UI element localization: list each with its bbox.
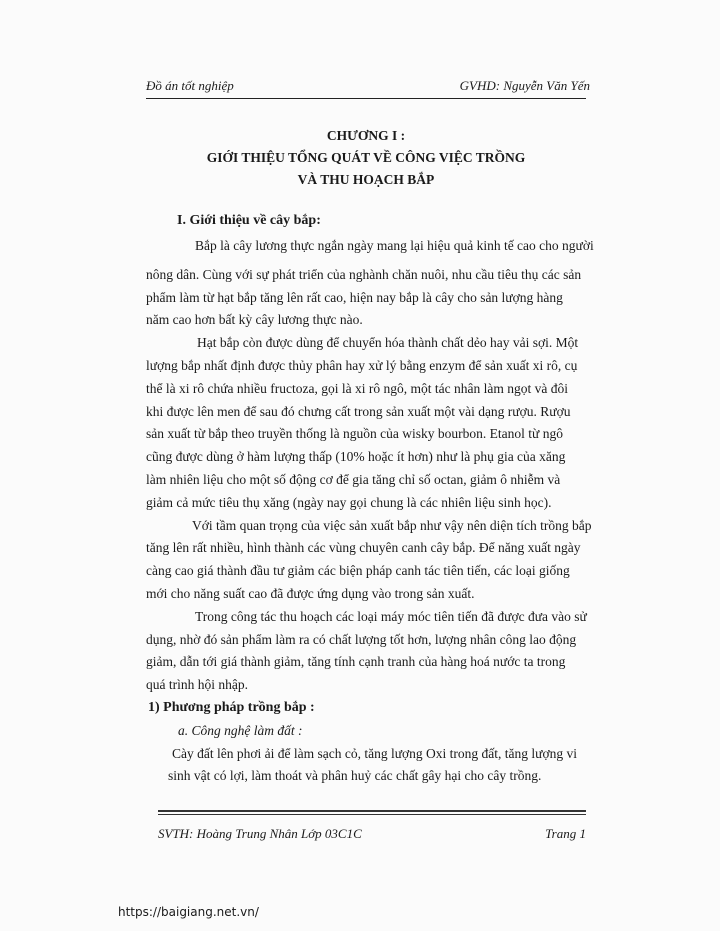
paragraph-line: càng cao giá thành đầu tư giảm các biện pháp canh tác tiên tiến, các loại giống: [146, 563, 570, 579]
header-rule: [146, 98, 586, 99]
paragraph-line: giảm cả mức tiêu thụ xăng (ngày nay gọi chung là các nhiên liệu sinh học).: [146, 494, 552, 510]
paragraph-line: quá trình hội nhập.: [146, 677, 248, 693]
paragraph-line: phẩm làm từ hạt bắp tăng lên rất cao, hiện nay bắp là cây cho sản lượng hàng: [146, 289, 563, 305]
paragraph-line: cũng được dùng ở hàm lượng thấp (10% hoặc ít hơn) như là phụ gia của xăng: [146, 449, 566, 465]
paragraph-line: sinh vật có lợi, làm thoát và phân huỷ các chất gây hại cho cây trồng.: [168, 768, 542, 784]
section-heading: I. Giới thiệu về cây bắp:: [177, 213, 321, 228]
paragraph-line: Cày đất lên phơi ải để làm sạch cỏ, tăng lượng Oxi trong đất, tăng lượng vi: [172, 745, 577, 761]
source-url: https://baigiang.net.vn/: [118, 905, 259, 919]
paragraph-line: lượng bắp nhất định được thủy phân hay xử lý bằng enzym để sản xuất xi rô, cụ: [146, 358, 578, 373]
paragraph-line: Với tầm quan trọng của việc sản xuất bắp như vậy nên diện tích trồng bắp: [192, 517, 592, 533]
paragraph-line: dụng, nhờ đó sản phẩm làm ra có chất lượng tốt hơn, lượng nhân công lao động: [146, 631, 577, 647]
footer-rule-thin: [158, 814, 586, 815]
paragraph-line: khi được lên men để sau đó chưng cất trong sản xuất một vài dạng rượu. Rượu: [146, 403, 571, 419]
footer-rule: [158, 810, 586, 812]
paragraph-line: Hạt bắp còn được dùng để chuyển hóa thành chất dẻo hay vải sợi. Một: [197, 335, 579, 351]
paragraph-line: sản xuất từ bắp theo truyền thống là nguồn của wisky bourbon. Etanol từ ngô: [146, 426, 563, 442]
subsubsection-heading: a. Công nghệ làm đất :: [178, 722, 303, 738]
paragraph-line: mới cho năng suất cao đã được ứng dụng vào trong sản xuất.: [146, 586, 475, 601]
footer-left: SVTH: Hoàng Trung Nhân Lớp 03C1C: [158, 826, 362, 841]
header-right: GVHD: Nguyễn Văn Yến: [459, 78, 590, 93]
chapter-title-line2: VÀ THU HOẠCH BẮP: [297, 172, 435, 187]
paragraph-line: nông dân. Cùng với sự phát triển của nghành chăn nuôi, nhu cầu tiêu thụ các sản: [146, 266, 582, 282]
footer-right: Trang 1: [545, 826, 586, 841]
subsection-heading: 1) Phương pháp trồng bắp :: [148, 700, 315, 715]
paragraph-line: Bắp là cây lương thực ngắn ngày mang lại hiệu quả kinh tế cao cho người: [195, 238, 594, 253]
paragraph-line: năm cao hơn bất kỳ cây lương thực nào.: [146, 312, 363, 328]
chapter-label: CHƯƠNG I :: [326, 128, 406, 143]
paragraph-line: tăng lên rất nhiều, hình thành các vùng chuyên canh cây bắp. Để năng xuất ngày: [146, 540, 581, 556]
chapter-title-line1: GIỚI THIỆU TỔNG QUÁT VỀ CÔNG VIỆC TRỒNG: [206, 150, 526, 165]
header-left: Đồ án tốt nghiệp: [146, 78, 234, 93]
paragraph-line: thể là xi rô chứa nhiều fructoza, gọi là xi rô ngô, một tác nhân làm ngọt và đôi: [146, 380, 568, 396]
paragraph-line: giảm, dẫn tới giá thành giảm, tăng tính cạnh tranh của hàng hoá nước ta trong: [146, 654, 566, 670]
paragraph-line: Trong công tác thu hoạch các loại máy móc tiên tiến đã được đưa vào sử: [195, 608, 587, 624]
paragraph-line: làm nhiên liệu cho một số động cơ để gia tăng chỉ số octan, giảm ô nhiễm và: [146, 472, 561, 487]
